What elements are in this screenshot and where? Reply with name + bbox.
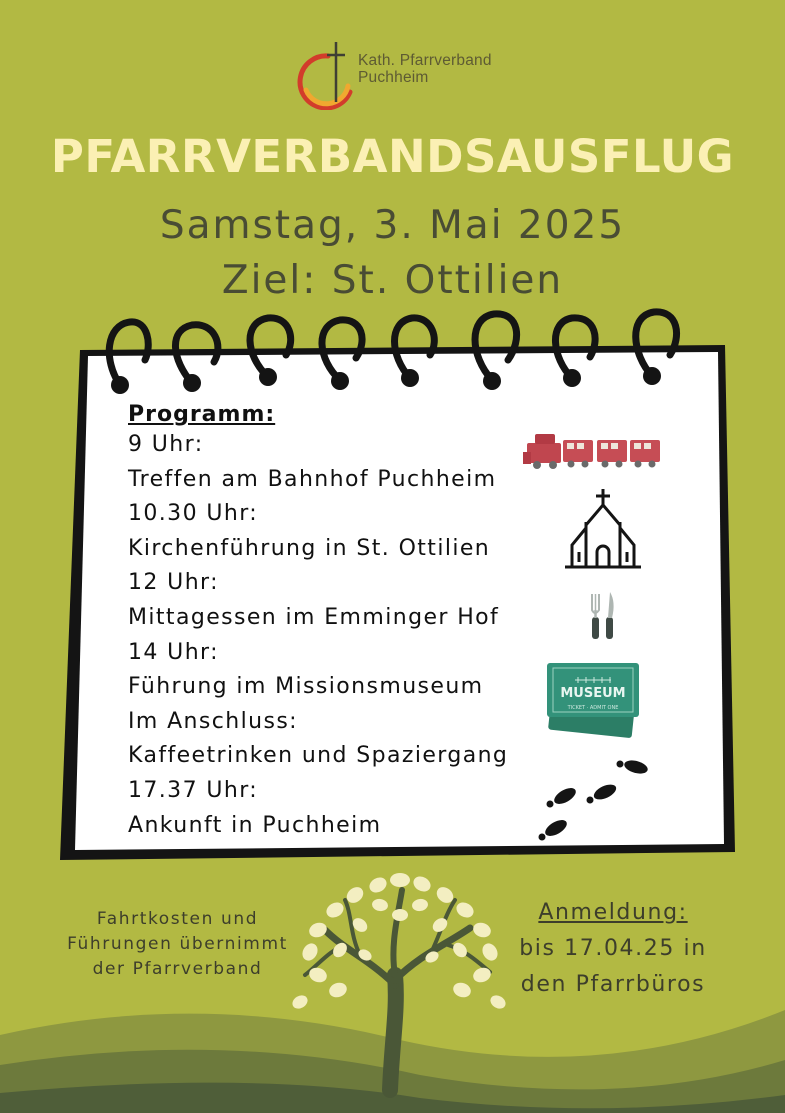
program-activity: Kaffeetrinken und Spaziergang (128, 743, 509, 769)
program-heading: Programm: (128, 402, 276, 427)
program-time: 17.37 Uhr: (128, 777, 259, 803)
registration-title: Anmeldung: (538, 900, 688, 925)
costs-line: Fahrtkosten und (96, 909, 259, 929)
program-time: 14 Uhr: (128, 639, 219, 665)
event-destination: Ziel: St. Ottilien (221, 258, 564, 303)
registration-line: bis 17.04.25 in (519, 936, 707, 961)
cross-circle-icon (290, 40, 356, 110)
program-time: 10.30 Uhr: (128, 501, 259, 527)
registration-line: den Pfarrbüros (520, 972, 706, 997)
program-time: 9 Uhr: (128, 432, 204, 457)
organization-name-line1: Kath. Pfarrverband (358, 52, 492, 69)
organization-logo (290, 40, 530, 110)
museum-ticket-subtext: TICKET · ADMIT ONE (567, 705, 619, 711)
program-activity: Treffen am Bahnhof Puchheim (128, 466, 497, 492)
museum-ticket-label: MUSEUM (560, 686, 626, 701)
program-time: 12 Uhr: (128, 570, 219, 596)
program-list (128, 402, 598, 843)
costs-line: Führungen übernimmt (67, 934, 288, 954)
program-activity: Ankunft in Puchheim (128, 812, 382, 838)
organization-name-line2: Puchheim (358, 69, 429, 86)
registration-note (488, 895, 738, 1003)
program-activity: Führung im Missionsmuseum (128, 674, 484, 700)
event-title: PFARRVERBANDSAUSFLUG (50, 130, 735, 183)
costs-line: der Pfarrverband (92, 959, 263, 979)
program-activity: Kirchenführung in St. Ottilien (128, 535, 491, 561)
program-activity: Mittagessen im Emminger Hof (128, 604, 500, 630)
program-time: Im Anschluss: (128, 708, 298, 734)
event-date: Samstag, 3. Mai 2025 (159, 203, 626, 248)
costs-note (40, 907, 315, 982)
